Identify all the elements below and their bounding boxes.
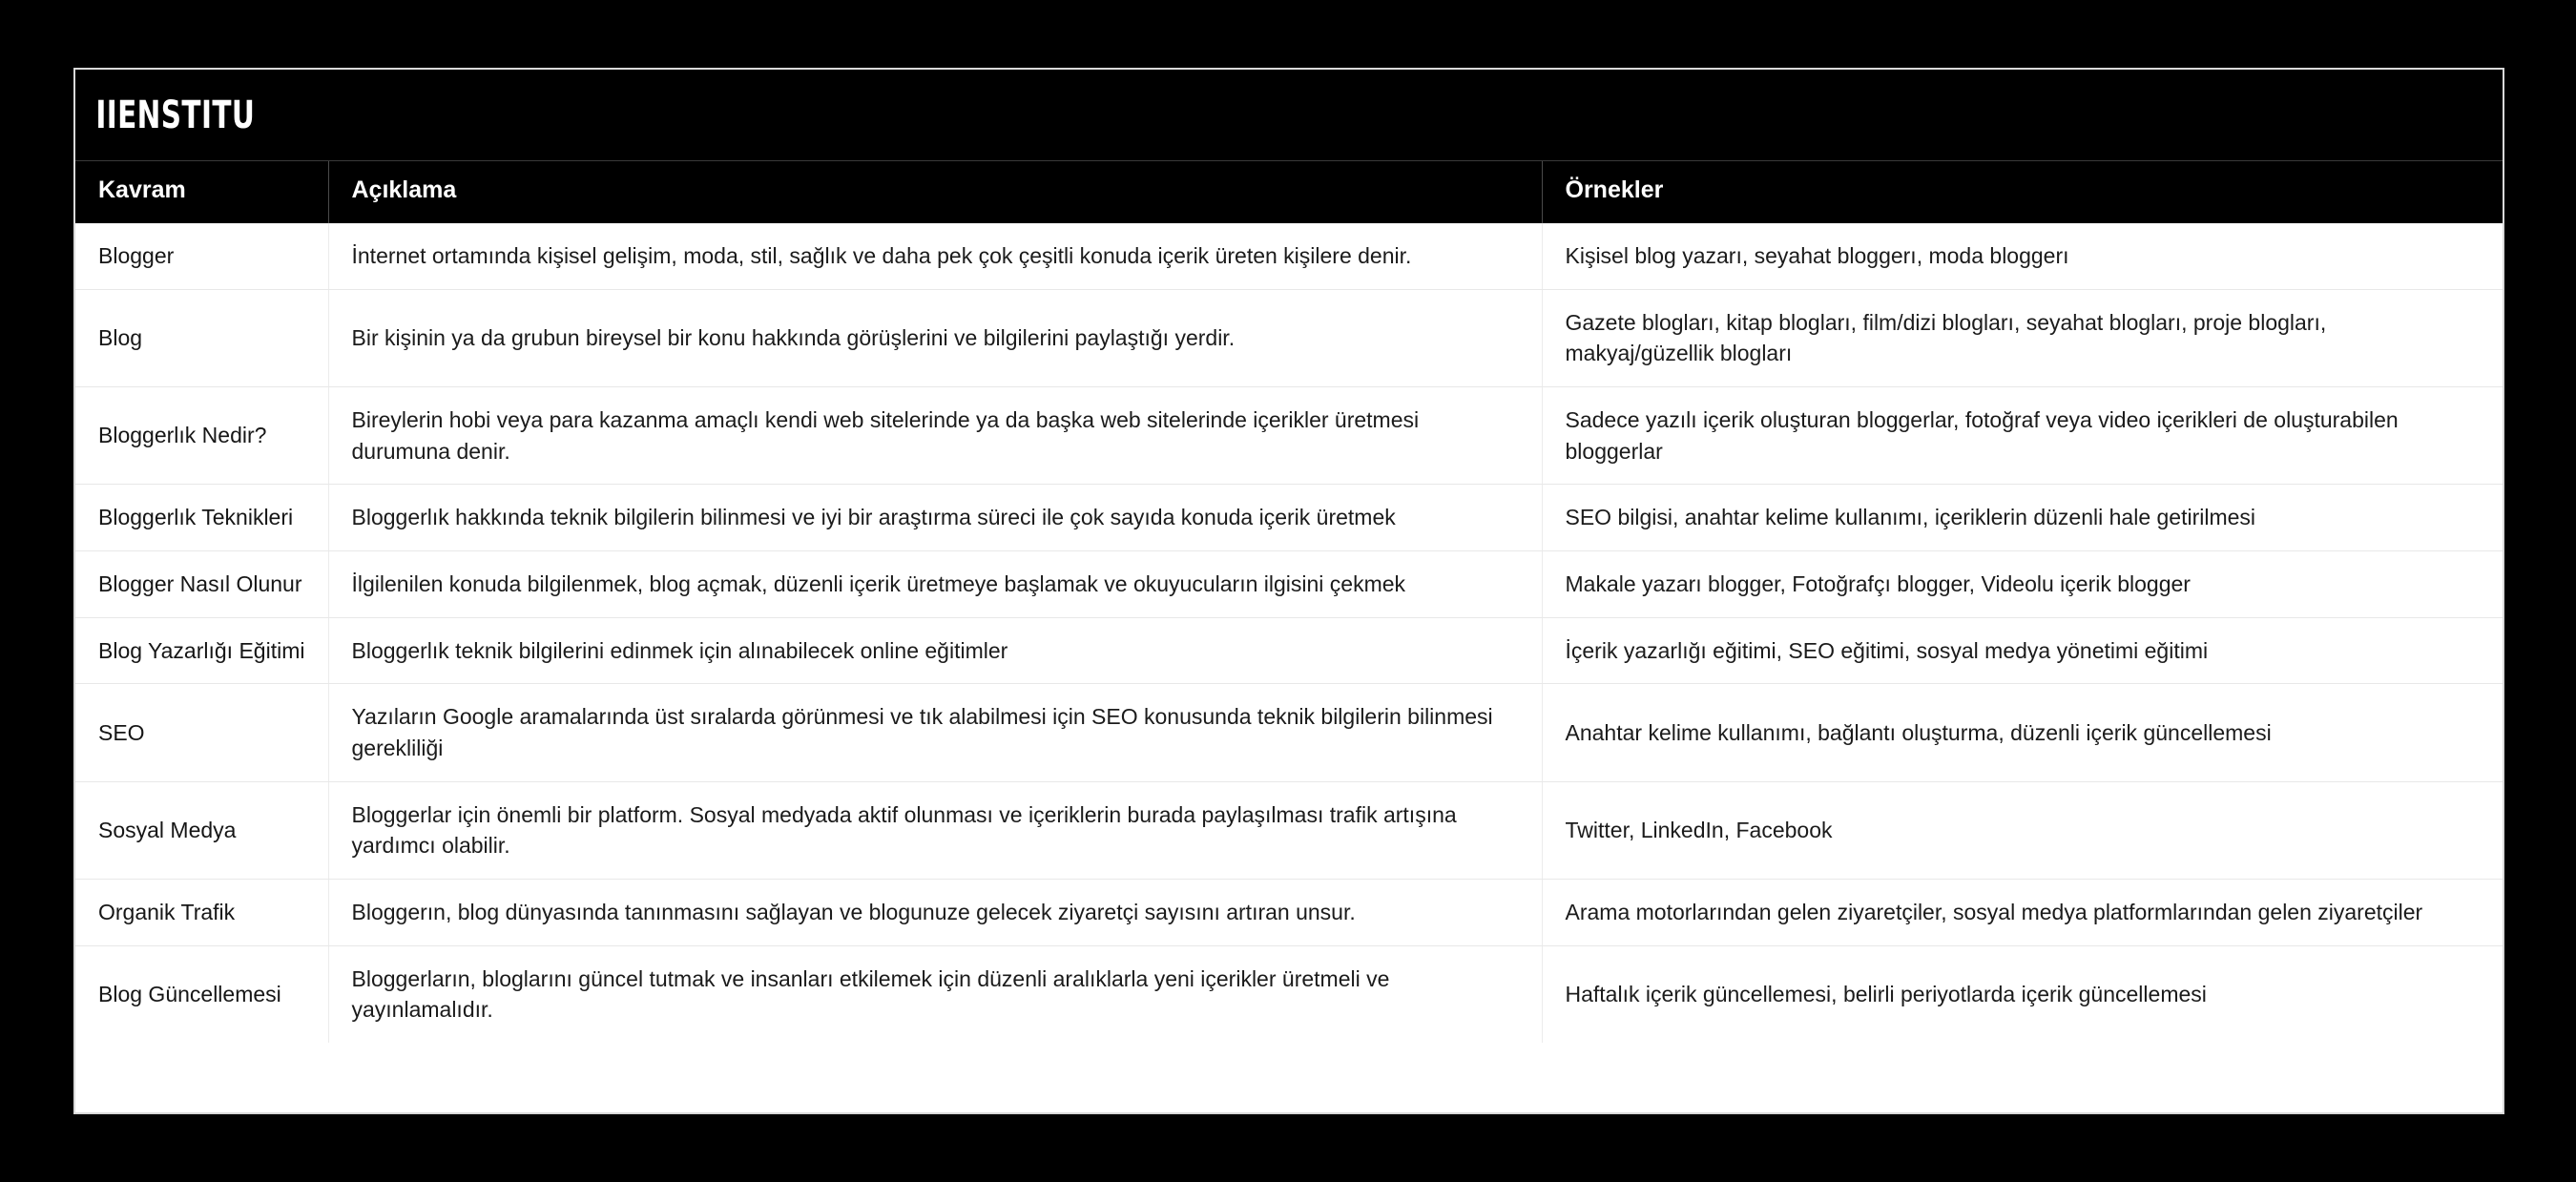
column-header-kavram: Kavram [75,161,328,223]
cell-description: Bloggerlık teknik bilgilerini edinmek için alınabilecek online eğitimler [328,617,1542,684]
table-header [75,161,2503,223]
table-row [75,289,2503,386]
table-row [75,550,2503,617]
cell-description: Bir kişinin ya da grubun bireysel bir konu hakkında görüşlerini ve bilgilerini paylaştığı yerdir. [328,289,1542,386]
brand-header [75,70,2503,161]
table-row [75,223,2503,289]
cell-term: Sosyal Medya [75,781,328,879]
cell-examples: Haftalık içerik güncellemesi, belirli periyotlarda içerik güncellemesi [1542,945,2503,1043]
cell-examples: Arama motorlarından gelen ziyaretçiler, sosyal medya platformlarından gelen ziyaretçiler [1542,879,2503,945]
cell-description: Bloggerlık hakkında teknik bilgilerin bilinmesi ve iyi bir araştırma süreci ile çok sayıda konuda içerik üretmek [328,485,1542,551]
cell-description: Bloggerın, blog dünyasında tanınmasını sağlayan ve blogunuze gelecek ziyaretçi sayısını artıran unsur. [328,879,1542,945]
cell-description: İlgilenilen konuda bilgilenmek, blog açmak, düzenli içerik üretmeye başlamak ve okuyucuların ilgisini çekmek [328,550,1542,617]
cell-term: Organik Trafik [75,879,328,945]
cell-term: Blog [75,289,328,386]
glossary-card [73,68,2504,1114]
glossary-table [75,161,2503,1043]
brand-logo: IIENSTITU [95,93,256,137]
table-header-row [75,161,2503,223]
table-row [75,386,2503,484]
cell-examples: Kişisel blog yazarı, seyahat bloggerı, moda bloggerı [1542,223,2503,289]
cell-term: Blogger Nasıl Olunur [75,550,328,617]
column-header-ornekler: Örnekler [1542,161,2503,223]
cell-examples: Gazete blogları, kitap blogları, film/dizi blogları, seyahat blogları, proje blogları, makyaj/güzellik blogları [1542,289,2503,386]
table-row [75,879,2503,945]
table-row [75,684,2503,781]
cell-examples: İçerik yazarlığı eğitimi, SEO eğitimi, sosyal medya yönetimi eğitimi [1542,617,2503,684]
column-header-aciklama: Açıklama [328,161,1542,223]
table-row [75,945,2503,1043]
table-row [75,781,2503,879]
cell-description: Bloggerların, bloglarını güncel tutmak ve insanları etkilemek için düzenli aralıklarla yeni içerikler üretmeli ve yayınlamalıdır. [328,945,1542,1043]
cell-description: İnternet ortamında kişisel gelişim, moda, stil, sağlık ve daha pek çok çeşitli konuda içerik üreten kişilere denir. [328,223,1542,289]
table-body [75,223,2503,1043]
cell-examples: Anahtar kelime kullanımı, bağlantı oluşturma, düzenli içerik güncellemesi [1542,684,2503,781]
table-row [75,485,2503,551]
cell-term: Blogger [75,223,328,289]
cell-examples: Makale yazarı blogger, Fotoğrafçı blogger, Videolu içerik blogger [1542,550,2503,617]
cell-examples: Sadece yazılı içerik oluşturan bloggerlar, fotoğraf veya video içerikleri de oluşturabilen bloggerlar [1542,386,2503,484]
cell-description: Bloggerlar için önemli bir platform. Sosyal medyada aktif olunması ve içeriklerin burada paylaşılması trafik artışına yardımcı olabilir. [328,781,1542,879]
table-row [75,617,2503,684]
cell-term: Blog Güncellemesi [75,945,328,1043]
cell-term: Bloggerlık Teknikleri [75,485,328,551]
cell-term: Bloggerlık Nedir? [75,386,328,484]
cell-description: Bireylerin hobi veya para kazanma amaçlı kendi web sitelerinde ya da başka web sitelerinde içerikler üretmesi durumuna denir. [328,386,1542,484]
cell-examples: Twitter, LinkedIn, Facebook [1542,781,2503,879]
cell-term: Blog Yazarlığı Eğitimi [75,617,328,684]
cell-examples: SEO bilgisi, anahtar kelime kullanımı, içeriklerin düzenli hale getirilmesi [1542,485,2503,551]
cell-term: SEO [75,684,328,781]
cell-description: Yazıların Google aramalarında üst sıralarda görünmesi ve tık alabilmesi için SEO konusunda teknik bilgilerin bilinmesi gerekliliği [328,684,1542,781]
